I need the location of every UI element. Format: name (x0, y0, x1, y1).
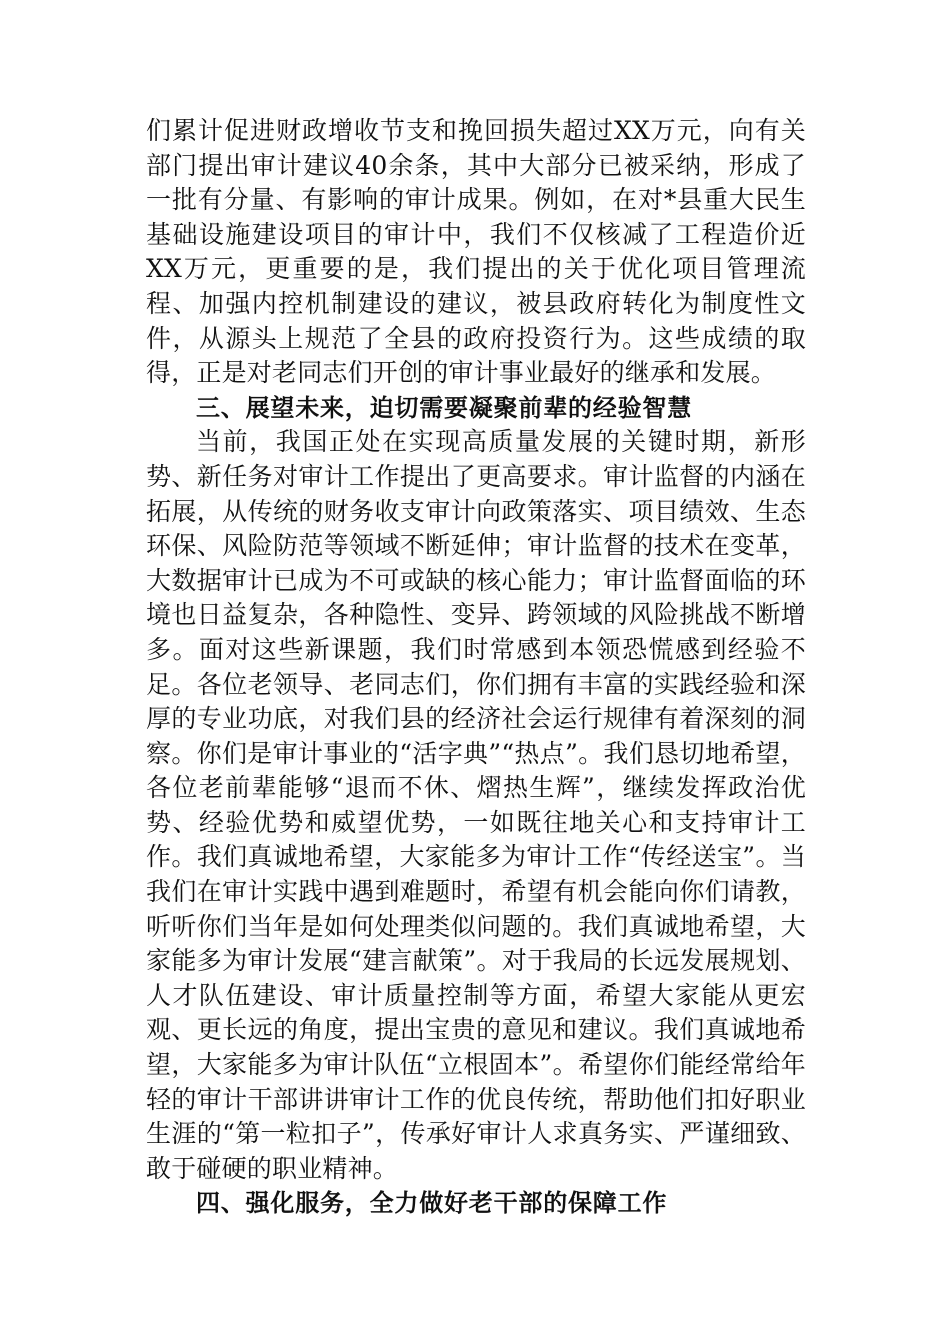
paragraph-body: 当前，我国正处在实现高质量发展的关键时期，新形势、新任务对审计工作提出了更高要求。审计监督的内涵在拓展，从传统的财务收支审计向政策落实、项目绩效、生态环保、风险防范等领域不断延伸；审计监督的技术在变革，大数据审计已成为不可或缺的核心能力；审计监督面临的环境也日益复杂，各种隐性、变异、跨领域的风险挑战不断增多。面对这些新课题，我们时常感到本领恐慌感到经验不足。各位老领导、老同志们，你们拥有丰富的实践经验和深厚的专业功底，对我们县的经济社会运行规律有着深刻的洞察。你们是审计事业的“活字典”“热点”。我们恳切地希望，各位老前辈能够“退而不休、熠热生辉”，继续发挥政治优势、经验优势和威望优势，一如既往地关心和支持审计工作。我们真诚地希望，大家能多为审计工作“传经送宝”。当我们在审计实践中遇到难题时，希望有机会能向你们请教，听听你们当年是如何处理类似问题的。我们真诚地希望，大家能多为审计发展“建言献策”。对于我局的长远发展规划、人才队伍建设、审计质量控制等方面，希望大家能从更宏观、更长远的角度，提出宝贵的意见和建议。我们真诚地希望，大家能多为审计队伍“立根固本”。希望你们能经常给年轻的审计干部讲讲审计工作的优良传统，帮助他们扣好职业生涯的“第一粒扣子”，传承好审计人求真务实、严谨细致、敢于碰硬的职业精神。 (146, 427, 806, 1183)
section-heading-three: 三、展望未来，迫切需要凝聚前辈的经验智慧 (196, 393, 692, 422)
section-heading-four: 四、强化服务，全力做好老干部的保障工作 (196, 1189, 668, 1218)
document-body (146, 114, 806, 1221)
paragraph-continuation: 们累计促进财政增收节支和挽回损失超过XX万元，向有关部门提出审计建议40余条，其中大部分已被采纳，形成了一批有分量、有影响的审计成果。例如，在对*县重大民生基础设施建设项目的审计中，我们不仅核减了工程造价近XX万元，更重要的是，我们提出的关于优化项目管理流程、加强内控机制建设的建议，被县政府转化为制度性文件，从源头上规范了全县的政府投资行为。这些成绩的取得，正是对老同志们开创的审计事业最好的继承和发展。 (146, 116, 806, 388)
